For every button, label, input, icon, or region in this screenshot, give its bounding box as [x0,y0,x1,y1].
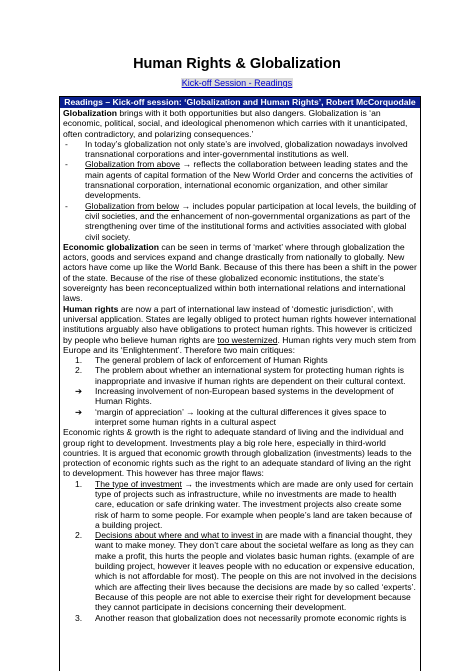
readings-link[interactable]: Kick-off Session - Readings [181,78,293,88]
page-title: Human Rights & Globalization [133,56,341,72]
list-item: ➔ ‘margin of appreciation’ → looking at the cultural differences it gives space to interpret some human rights in a cultural aspect [75,406,387,427]
list-item: ➔ Increasing involvement of non-European based systems in the development of Human Rights. [75,386,394,407]
readings-link-line [0,78,474,88]
list-item: 3. Another reason that globalization does not necessarily promote economic rights is [75,612,407,623]
readings-box [59,96,421,671]
globalization-term: Globalization [63,108,117,118]
economic-globalization-paragraph: Economic globalization can be seen in terms of ‘market’ where through globalization the actors, goods and services expand and change drastically from nationally to globally. New actors have come up like the World Bank. Because of this there has been a shift in the power of the state. Because of the rise of these globalized economic institutions, the state’s sovereignty has been reconceptualized within both international relations and international laws. [63,241,417,304]
list-item: - Globalization from below → includes popular participation at local levels, the building of civil societies, and the enhancement of non-governmental organizations as part of the strengthening over time of the institutional forms and activities associated with global civil society. [65,200,417,242]
list-item: 1. The general problem of lack of enforcement of Human Rights [75,355,328,366]
list-item: 2. The problem about whether an international system for protecting human rights is inappropriate and invasive if human rights are dependent on their cultural context. [75,365,406,386]
globalization-paragraph [63,108,417,139]
readings-content [60,108,420,623]
economic-globalization-term: Economic globalization [63,241,159,252]
globalization-text: brings with it both opportunities but also dangers. Globalization is ‘an economic, political, social, and ideological phenomenon which carries with it unanticipated, often contradictory, and polarizing consequences.’ [63,108,408,139]
readings-box-heading: Readings – Kick-off session: ‘Globalization and Human Rights’, Robert McCorquodale [60,97,420,108]
list-item: - Globalization from above → reflects the collaboration between leading states and the main agents of capital formation of the New World Order and concerns the activities of transnational corporation, international economic organization, and other similar developments. [65,159,413,201]
human-rights-paragraph: Human rights are now a part of international law instead of ‘domestic jurisdiction’, with universal application. States are legally obliged to protect human rights however international institutions arguably also have obligations to protect human rights. This however is criticized by people who believe human rights are too westernized. Human rights very much stem from Europe and its ‘Enlightenment’. Therefore two main critiques: [63,303,417,355]
list-item: 2. Decisions about where and what to invest in are made with a financial thought, they want to make money. They don’t care about the societal welfare as long as they can make a profit, this hurts the people and violates basic human rights. (example of are building project, however it leaves people with no education or expensive education, which is not affordable for most). The people on this are not involved in the decisions which are affecting their lives because the decisions are made by so called ‘experts’. Because of this people are not able to exercise their right for development because they cannot participate in decisions concerning their development. [75,530,417,613]
human-rights-term: Human rights [63,303,119,314]
list-item: 1. The type of investment → the investments which are made are only used for certain type of projects such as infrastructure, while no investments are made to health care, education or safe drinking water. The investment projects also create some risk of harm to some people. For example when people’s land are taken because of a building project. [75,478,414,530]
list-item: - In today’s globalization not only state’s are involved, globalization nowadays involved transnational corporations and inter-governmental institutions as well. [65,138,408,160]
economic-rights-paragraph: Economic rights & growth is the right to adequate standard of living and the individual and group right to development. Investments play a big role here, especially in third-world countries. It is argued that economic growth through globalization (investments) leads to the protection of economic rights such as the right to an adequate standard of living an the right to development. This however has three major flaws: [63,427,412,479]
